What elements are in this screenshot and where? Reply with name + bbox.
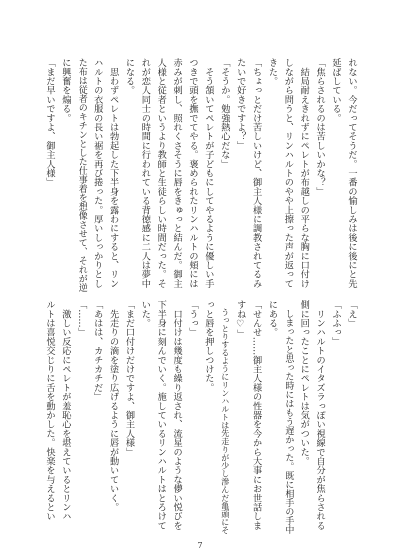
top-tier-column: 「まだ早いですよ、御主人様」 bbox=[44, 58, 55, 187]
top-tier-column: 「そうか。勉強熱心だな」 bbox=[218, 58, 230, 169]
top-tier-column: になる。 bbox=[123, 58, 135, 95]
top-tier-column: 延ばしている。 bbox=[330, 58, 342, 123]
bottom-tier-column: 側に回ったことにペレトは気がついた。 bbox=[298, 300, 310, 466]
top-tier-column: つきで頭を撫でてやる。褒められたリンハルトの頬には bbox=[187, 58, 199, 288]
bottom-tier-column: 「せんせ……御主人様の性器を今から大事にお世話しま bbox=[250, 300, 262, 530]
bottom-tier-column: ルトは喜悦交じりに舌を動かした。快楽を与えるとい bbox=[44, 300, 55, 521]
top-tier-column: れない。今だってそうだ。一番の愉しみは後に後にと先 bbox=[345, 58, 357, 288]
top-tier-column: きた。 bbox=[266, 58, 278, 86]
top-tier-column: ハルトの衣服の長い裾を再び捲った。厚いしっかりとし bbox=[91, 58, 103, 288]
bottom-tier-column: うっとりするようにリンハルトは先走りが少し滲んだ亀頭にそ bbox=[220, 300, 230, 535]
top-tier-column: そう頷いてペレトが子どもにしてやるように優しい手 bbox=[202, 58, 214, 288]
top-tier-column: れが恋人同士の時間に行われている背徳感に二人は夢中 bbox=[139, 58, 151, 288]
bottom-tier-text bbox=[44, 300, 356, 534]
page-number: 7 bbox=[197, 541, 203, 550]
top-tier-column: たいで好きですよ？」 bbox=[234, 58, 246, 150]
top-tier-column: 人様と従者というより教師と生徒らしい時間だった。そ bbox=[155, 58, 167, 288]
bottom-tier-column: すね♡」 bbox=[234, 300, 246, 339]
bottom-tier-column: 口付けは幾度も繰り返され、流星のような儚い悦びを bbox=[171, 300, 183, 530]
bottom-tier-column: にある。 bbox=[266, 300, 278, 337]
top-tier-column: しながら問うと、リンハルトのやや上擦った声が返って bbox=[282, 58, 294, 288]
bottom-tier-column: 「ふふっ」 bbox=[330, 300, 342, 346]
bottom-tier-column: しまったと思った時にはもう遅かった。既に相手の手中 bbox=[283, 300, 294, 534]
top-tier-text bbox=[44, 58, 356, 292]
top-tier-column: 「ちょっとだけ苦しいけど、御主人様に調教されてるみ bbox=[250, 58, 262, 288]
bottom-tier-column: 「あはは、カチカチだ」 bbox=[91, 300, 103, 402]
bottom-tier-column: 「え」 bbox=[345, 300, 357, 328]
bottom-tier-column: 「うっ」 bbox=[187, 300, 199, 337]
top-tier-column: 思わずペレトは勃起した下半身を露わにすると、リン bbox=[107, 58, 119, 288]
top-tier-column: た布は従者のキチンとした仕事着を想像させて、それが逆 bbox=[76, 58, 87, 292]
bottom-tier-column: 激しい反応にペレトが羞恥心を堪えているとリンハ bbox=[59, 300, 71, 521]
top-tier-column: 赤みが刺し、照れくさそうに唇をきゅっと結んだ。御主 bbox=[171, 58, 183, 288]
bottom-tier-column: 先走りの滴を塗り広げるように唇が動いていく。 bbox=[107, 300, 119, 512]
bottom-tier-column: 「……」 bbox=[75, 300, 87, 337]
bottom-tier-column: 「まだ口付けだけですよ、御主人様」 bbox=[123, 300, 135, 457]
bottom-tier-column: 下半身に刻んでいく。施しているリンハルトはとろけて bbox=[155, 300, 167, 530]
top-tier-column: 「焦らされるのは苦しいかな？」 bbox=[314, 58, 326, 196]
bottom-tier-column: いた。 bbox=[139, 300, 151, 328]
bottom-tier-column: っと唇を押しつけた。 bbox=[202, 300, 214, 392]
bottom-tier-column: リンハルトのイタズラっぽい視線で自分が焦らされる bbox=[314, 300, 326, 530]
top-tier-column: 結局耐えきれずにペレトが布越しの平らな胸に口付け bbox=[298, 58, 310, 288]
top-tier-column: に興奮を煽る。 bbox=[59, 58, 71, 123]
